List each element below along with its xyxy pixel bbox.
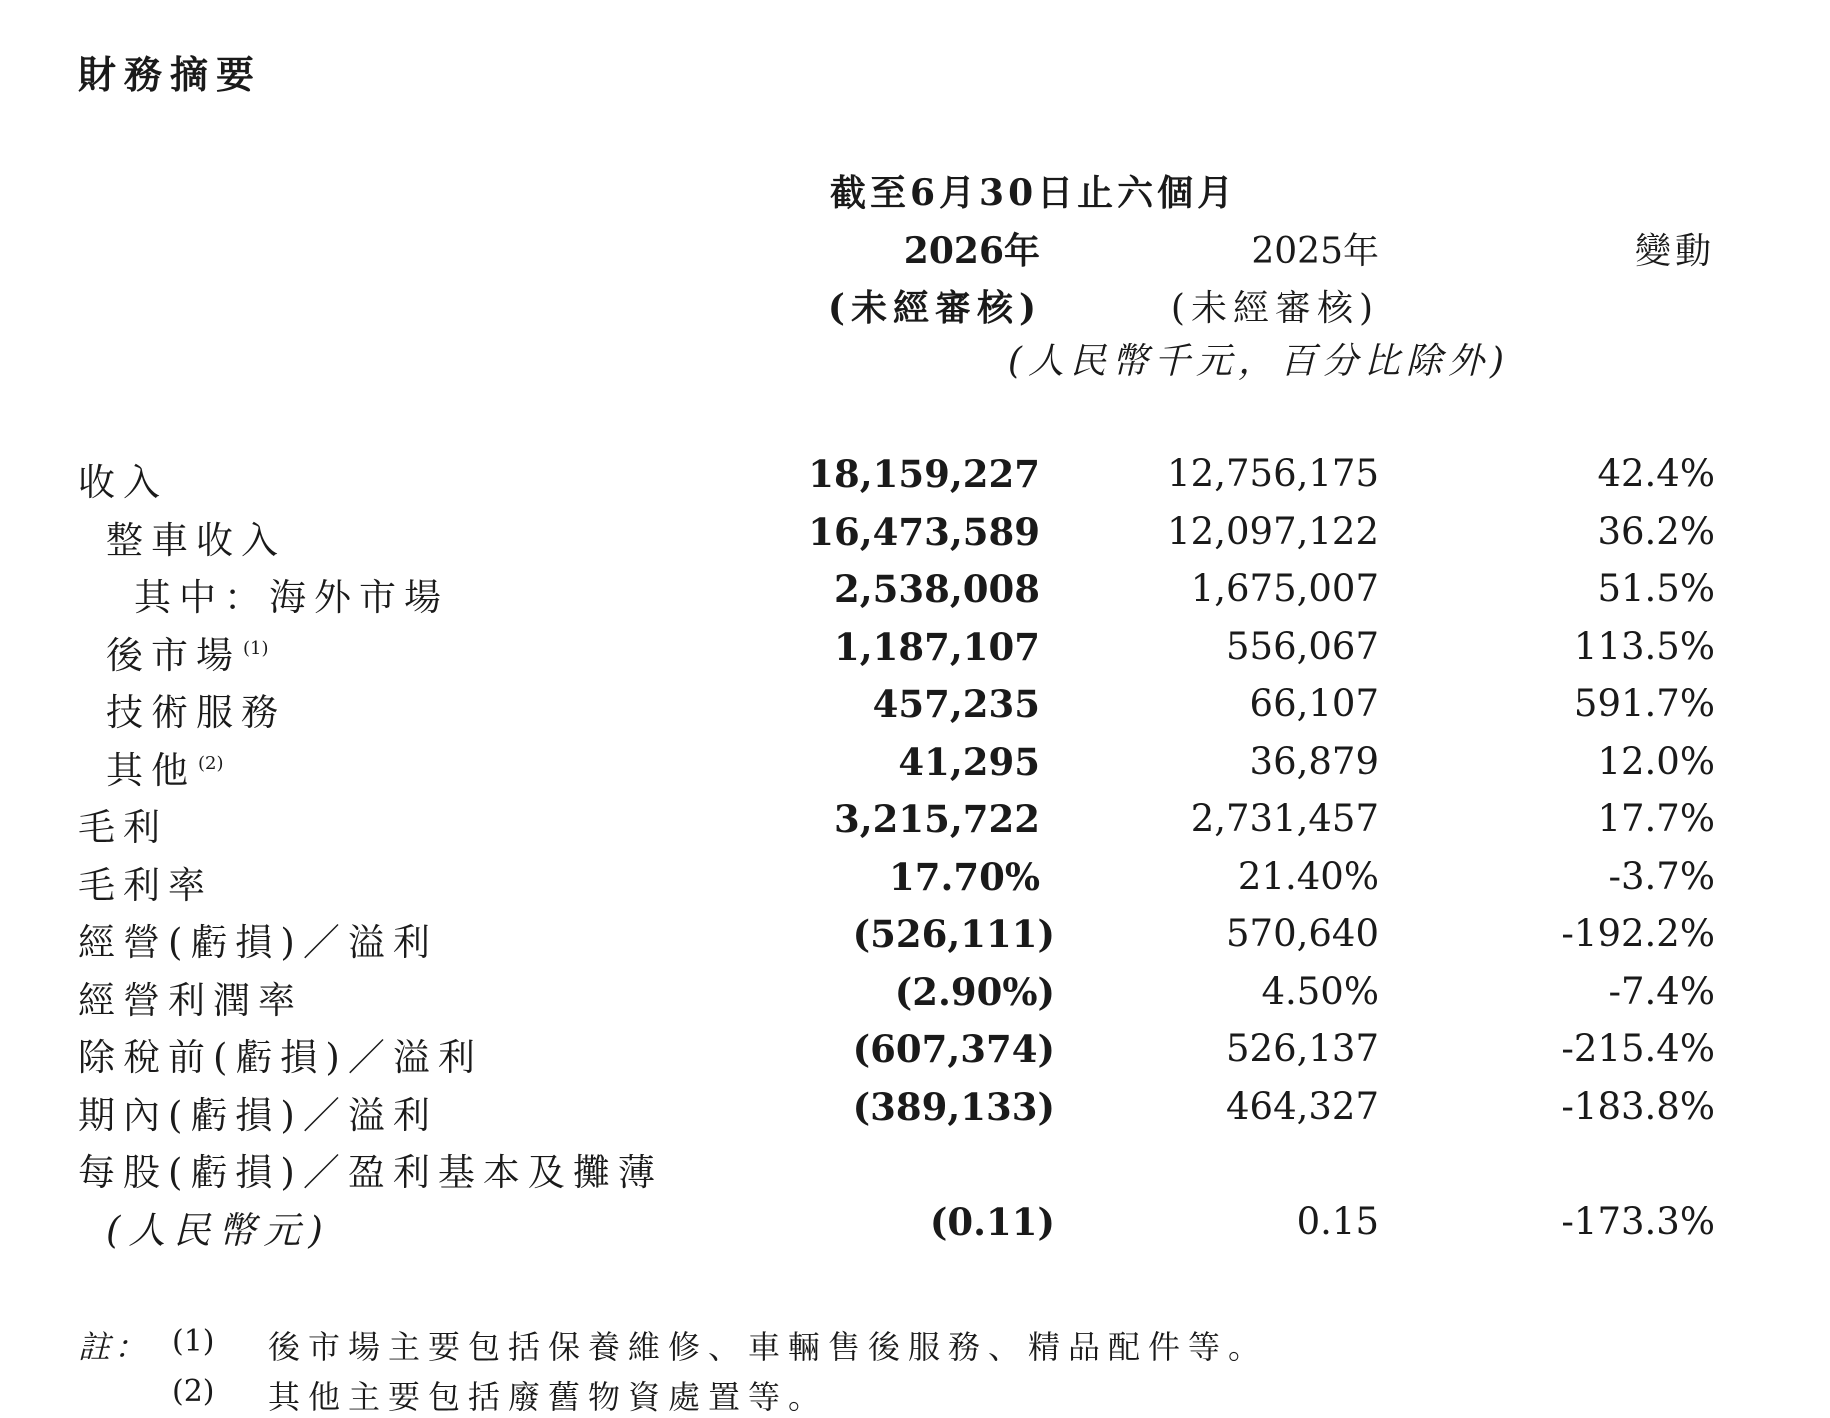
column-2026-header: 2026年 bbox=[903, 230, 1040, 272]
value-2025: 21.40% bbox=[1237, 855, 1379, 898]
table-row bbox=[0, 1200, 1830, 1258]
table-row bbox=[0, 510, 1830, 568]
value-change: 36.2% bbox=[1597, 510, 1715, 553]
note-number: (1) bbox=[172, 1324, 215, 1359]
value-2026: 17.70% bbox=[888, 855, 1040, 899]
row-label: 期內(虧損)／溢利 bbox=[78, 1094, 438, 1137]
value-2025: 1,675,007 bbox=[1190, 567, 1379, 610]
row-label: 毛利率 bbox=[78, 864, 213, 907]
value-2025: 2,731,457 bbox=[1190, 797, 1379, 840]
value-change: 17.7% bbox=[1597, 797, 1715, 840]
value-2026: 16,473,589 bbox=[808, 510, 1040, 554]
table-row bbox=[0, 1142, 1830, 1200]
value-2026: 18,159,227 bbox=[808, 452, 1040, 496]
value-2026: (0.11) bbox=[929, 1200, 1055, 1244]
value-2026: (526,111) bbox=[852, 912, 1055, 956]
period-header: 截至6月30日止六個月 bbox=[830, 172, 1238, 214]
value-2026: (389,133) bbox=[852, 1085, 1055, 1129]
value-change: 42.4% bbox=[1597, 452, 1715, 495]
row-label: 後市場 $^{(1)}$ bbox=[106, 634, 269, 677]
page-title: 財務摘要 bbox=[78, 52, 263, 97]
row-label: (人民幣元) bbox=[106, 1209, 331, 1252]
note-number: (2) bbox=[172, 1374, 215, 1409]
table-row bbox=[0, 682, 1830, 740]
value-2025: 4.50% bbox=[1261, 970, 1379, 1013]
row-label: 其中：海外市場 bbox=[134, 576, 449, 619]
value-2025: 570,640 bbox=[1225, 912, 1379, 955]
footnote-ref: (2) bbox=[198, 753, 224, 774]
value-2025: 0.15 bbox=[1296, 1200, 1379, 1243]
value-change: 12.0% bbox=[1597, 740, 1715, 783]
value-change: -183.8% bbox=[1561, 1085, 1715, 1128]
row-label: 收入 bbox=[78, 461, 168, 504]
table-row bbox=[0, 567, 1830, 625]
table-row bbox=[0, 1085, 1830, 1143]
value-2025: 464,327 bbox=[1225, 1085, 1379, 1128]
value-change: -173.3% bbox=[1561, 1200, 1715, 1243]
row-label: 技術服務 bbox=[106, 691, 286, 734]
row-label: 經營(虧損)／溢利 bbox=[78, 921, 438, 964]
value-2026: 1,187,107 bbox=[834, 625, 1040, 669]
value-change: 51.5% bbox=[1597, 567, 1715, 610]
row-label: 其他 $^{(2)}$ bbox=[106, 749, 224, 792]
column-2025-header: 2025年 bbox=[1251, 231, 1379, 272]
table-row bbox=[0, 970, 1830, 1028]
value-2025: 526,137 bbox=[1225, 1027, 1379, 1070]
value-2026: 2,538,008 bbox=[834, 567, 1040, 611]
table-row bbox=[0, 1027, 1830, 1085]
value-change: -3.7% bbox=[1608, 855, 1715, 898]
value-2025: 12,097,122 bbox=[1167, 510, 1379, 553]
value-2025: 36,879 bbox=[1249, 740, 1379, 783]
column-2025-audit-note: (未經審核) bbox=[1170, 288, 1379, 329]
column-2026-audit-note: (未經審核) bbox=[827, 287, 1042, 329]
value-2025: 556,067 bbox=[1225, 625, 1379, 668]
value-2026: (607,374) bbox=[852, 1027, 1055, 1071]
row-label: 每股(虧損)／盈利基本及攤薄 bbox=[78, 1151, 663, 1194]
note-text: 其他主要包括廢舊物資處置等。 bbox=[268, 1378, 829, 1416]
value-change: -215.4% bbox=[1561, 1027, 1715, 1070]
column-change-header: 變動 bbox=[1634, 231, 1715, 272]
table-row bbox=[0, 452, 1830, 510]
footnote-ref: (1) bbox=[243, 638, 269, 659]
table-row bbox=[0, 740, 1830, 798]
value-change: -7.4% bbox=[1608, 970, 1715, 1013]
value-2025: 66,107 bbox=[1249, 682, 1379, 725]
table-row bbox=[0, 625, 1830, 683]
row-label: 整車收入 bbox=[106, 519, 286, 562]
value-change: -192.2% bbox=[1561, 912, 1715, 955]
value-change: 591.7% bbox=[1573, 682, 1715, 725]
value-2026: (2.90%) bbox=[894, 970, 1055, 1014]
table-row bbox=[0, 797, 1830, 855]
note-text: 後市場主要包括保養維修、車輛售後服務、精品配件等。 bbox=[268, 1328, 1269, 1366]
value-2025: 12,756,175 bbox=[1167, 452, 1379, 495]
value-2026: 3,215,722 bbox=[834, 797, 1040, 841]
row-label: 毛利 bbox=[78, 806, 168, 849]
value-2026: 457,235 bbox=[872, 682, 1040, 726]
notes-label: 註： bbox=[78, 1328, 151, 1366]
value-2026: 41,295 bbox=[898, 740, 1040, 784]
unit-note: (人民幣千元，百分比除外) bbox=[1007, 341, 1510, 382]
table-row bbox=[0, 912, 1830, 970]
row-label: 除稅前(虧損)／溢利 bbox=[78, 1036, 483, 1079]
value-change: 113.5% bbox=[1573, 625, 1715, 668]
row-label: 經營利潤率 bbox=[78, 979, 303, 1022]
table-row bbox=[0, 855, 1830, 913]
